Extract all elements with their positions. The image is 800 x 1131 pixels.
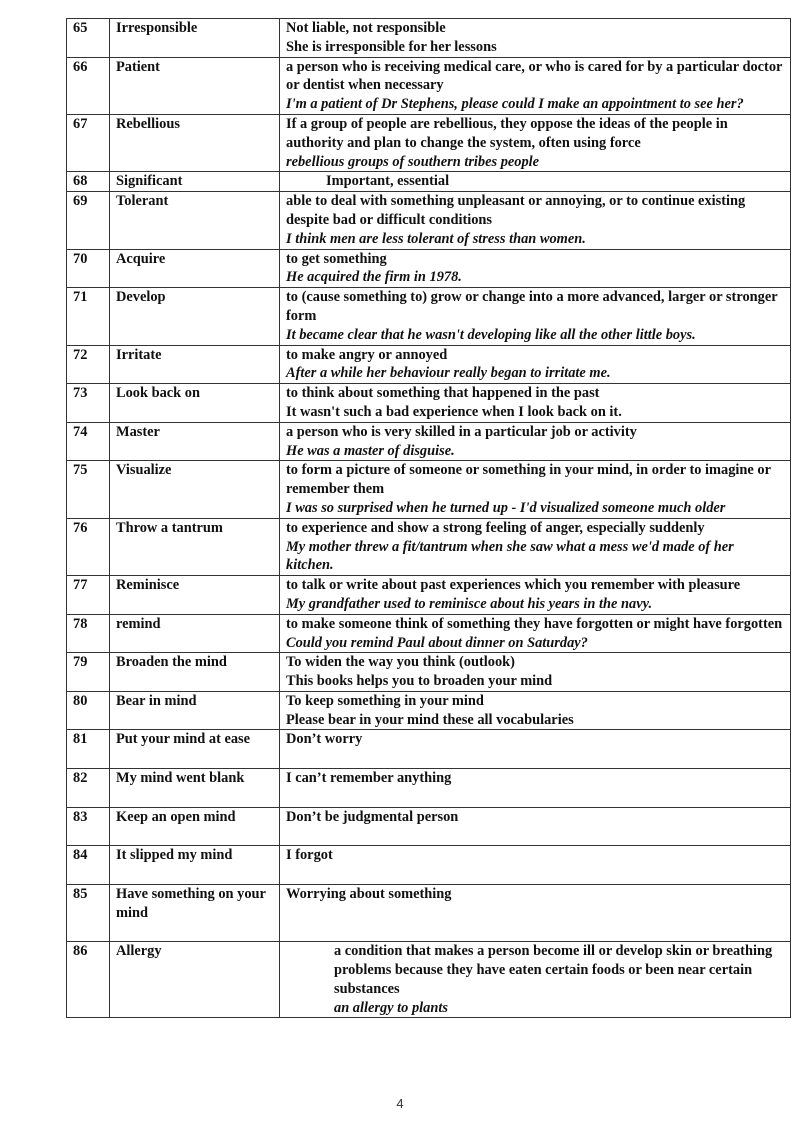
entry-word: Significant <box>110 172 280 192</box>
entry-word: Tolerant <box>110 192 280 249</box>
entry-word: Irritate <box>110 345 280 384</box>
entry-definition <box>280 114 791 171</box>
example-sentence: an allergy to plants <box>334 999 448 1016</box>
table-row <box>67 114 791 171</box>
page-number: 4 <box>396 1096 404 1111</box>
entry-word: Visualize <box>110 461 280 518</box>
table-row <box>67 518 791 575</box>
entry-word: Have something on your mind <box>110 884 280 941</box>
entry-definition <box>280 461 791 518</box>
definition-text: This books helps you to broaden your mind <box>286 673 553 690</box>
entry-word: Develop <box>110 288 280 345</box>
definition-text: She is irresponsible for her lessons <box>286 38 497 55</box>
entry-number: 86 <box>67 942 110 1018</box>
entry-number: 67 <box>67 114 110 171</box>
entry-number: 80 <box>67 691 110 730</box>
entry-number: 69 <box>67 192 110 249</box>
entry-number: 68 <box>67 172 110 192</box>
entry-definition <box>280 422 791 461</box>
entry-number: 85 <box>67 884 110 941</box>
table-row <box>67 461 791 518</box>
entry-word: Put your mind at ease <box>110 730 280 769</box>
table-row <box>67 769 791 808</box>
entry-definition <box>280 653 791 692</box>
entry-word: Rebellious <box>110 114 280 171</box>
definition-text: To keep something in your mind <box>286 692 484 709</box>
entry-definition <box>280 172 791 192</box>
entry-number: 81 <box>67 730 110 769</box>
definition-text: a person who is receiving medical care, or who is cared for by a particular doctor or dentist when necessary <box>286 58 783 94</box>
entry-number: 84 <box>67 846 110 885</box>
entry-definition <box>280 614 791 653</box>
definition-text: Important, essential <box>326 173 450 190</box>
table-row <box>67 884 791 941</box>
entry-definition <box>280 384 791 423</box>
entry-number: 70 <box>67 249 110 288</box>
table-row <box>67 172 791 192</box>
entry-word: Irresponsible <box>110 19 280 58</box>
definition-text: I can’t remember anything <box>286 770 452 787</box>
definition-text: It wasn't such a bad experience when I look back on it. <box>286 403 622 420</box>
table-row <box>67 57 791 114</box>
entry-definition <box>280 518 791 575</box>
example-sentence: My grandfather used to reminisce about his years in the navy. <box>286 595 653 612</box>
table-row <box>67 249 791 288</box>
entry-word: Look back on <box>110 384 280 423</box>
definition-text: Worrying about something <box>286 885 452 902</box>
entry-number: 75 <box>67 461 110 518</box>
entry-number: 74 <box>67 422 110 461</box>
vocabulary-table <box>66 18 791 1018</box>
table-row <box>67 653 791 692</box>
table-row <box>67 942 791 1018</box>
definition-text: to experience and show a strong feeling of anger, especially suddenly <box>286 519 705 536</box>
entry-number: 65 <box>67 19 110 58</box>
table-row <box>67 422 791 461</box>
entry-number: 83 <box>67 807 110 846</box>
example-sentence: It became clear that he wasn't developing like all the other little boys. <box>286 326 696 343</box>
definition-text: to make angry or annoyed <box>286 346 448 363</box>
entry-definition <box>280 345 791 384</box>
entry-definition <box>280 576 791 615</box>
definition-text: Not liable, not responsible <box>286 20 446 36</box>
entry-definition <box>280 942 791 1018</box>
entry-definition <box>280 57 791 114</box>
definition-text: a person who is very skilled in a particular job or activity <box>286 423 637 440</box>
entry-word: Broaden the mind <box>110 653 280 692</box>
entry-number: 76 <box>67 518 110 575</box>
entry-number: 79 <box>67 653 110 692</box>
definition-text: a condition that makes a person become ill or develop skin or breathing problems because they have eaten certain foods or been near certain substances <box>334 943 773 997</box>
entry-word: Reminisce <box>110 576 280 615</box>
entry-word: Keep an open mind <box>110 807 280 846</box>
entry-word: Allergy <box>110 942 280 1018</box>
table-row <box>67 846 791 885</box>
table-row <box>67 19 791 58</box>
table-row <box>67 576 791 615</box>
example-sentence: After a while her behaviour really began to irritate me. <box>286 365 611 382</box>
entry-definition <box>280 884 791 941</box>
example-sentence: I think men are less tolerant of stress than women. <box>286 230 586 247</box>
definition-text: Please bear in your mind these all vocabularies <box>286 711 574 728</box>
definition-text: able to deal with something unpleasant or annoying, or to continue existing despite bad or difficult conditions <box>286 193 746 228</box>
table-row <box>67 730 791 769</box>
entry-number: 66 <box>67 57 110 114</box>
entry-word: Acquire <box>110 249 280 288</box>
table-row <box>67 345 791 384</box>
entry-number: 82 <box>67 769 110 808</box>
entry-definition <box>280 691 791 730</box>
table-row <box>67 614 791 653</box>
example-sentence: He acquired the firm in 1978. <box>286 269 462 286</box>
definition-text: to talk or write about past experiences which you remember with pleasure <box>286 577 741 594</box>
entry-definition <box>280 288 791 345</box>
entry-number: 78 <box>67 614 110 653</box>
definition-text: to form a picture of someone or something in your mind, in order to imagine or remember them <box>286 462 771 498</box>
definition-text: If a group of people are rebellious, they oppose the ideas of the people in authority and plan to change the system, often using force <box>286 115 728 151</box>
example-sentence: I'm a patient of Dr Stephens, please could I make an appointment to see her? <box>286 96 744 113</box>
entry-word: It slipped my mind <box>110 846 280 885</box>
entry-number: 71 <box>67 288 110 345</box>
entry-definition <box>280 19 791 58</box>
entry-word: Throw a tantrum <box>110 518 280 575</box>
example-sentence: I was so surprised when he turned up - I'd visualized someone much older <box>286 499 726 516</box>
table-row <box>67 288 791 345</box>
entry-number: 77 <box>67 576 110 615</box>
definition-text: To widen the way you think (outlook) <box>286 654 515 671</box>
entry-number: 72 <box>67 345 110 384</box>
entry-definition <box>280 846 791 885</box>
entry-definition <box>280 192 791 249</box>
entry-word: remind <box>110 614 280 653</box>
vocabulary-table-body <box>67 19 791 1018</box>
table-row <box>67 691 791 730</box>
example-sentence: Could you remind Paul about dinner on Saturday? <box>286 634 588 651</box>
definition-text: Don’t be judgmental person <box>286 808 459 825</box>
definition-text: to get something <box>286 250 387 267</box>
table-row <box>67 192 791 249</box>
example-sentence: rebellious groups of southern tribes people <box>286 153 540 170</box>
table-row <box>67 384 791 423</box>
entry-definition <box>280 769 791 808</box>
entry-word: Bear in mind <box>110 691 280 730</box>
definition-text: to make someone think of something they have forgotten or might have forgotten <box>286 615 783 632</box>
entry-number: 73 <box>67 384 110 423</box>
entry-word: Patient <box>110 57 280 114</box>
entry-word: My mind went blank <box>110 769 280 808</box>
example-sentence: He was a master of disguise. <box>286 442 455 459</box>
example-sentence: My mother threw a fit/tantrum when she saw what a mess we'd made of her kitchen. <box>286 538 734 574</box>
entry-word: Master <box>110 422 280 461</box>
entry-definition <box>280 249 791 288</box>
definition-text: I forgot <box>286 847 333 864</box>
definition-text: to think about something that happened in the past <box>286 385 600 402</box>
definition-text: Don’t worry <box>286 731 363 748</box>
entry-definition <box>280 807 791 846</box>
definition-text: to (cause something to) grow or change into a more advanced, larger or stronger form <box>286 289 778 324</box>
table-row <box>67 807 791 846</box>
entry-definition <box>280 730 791 769</box>
